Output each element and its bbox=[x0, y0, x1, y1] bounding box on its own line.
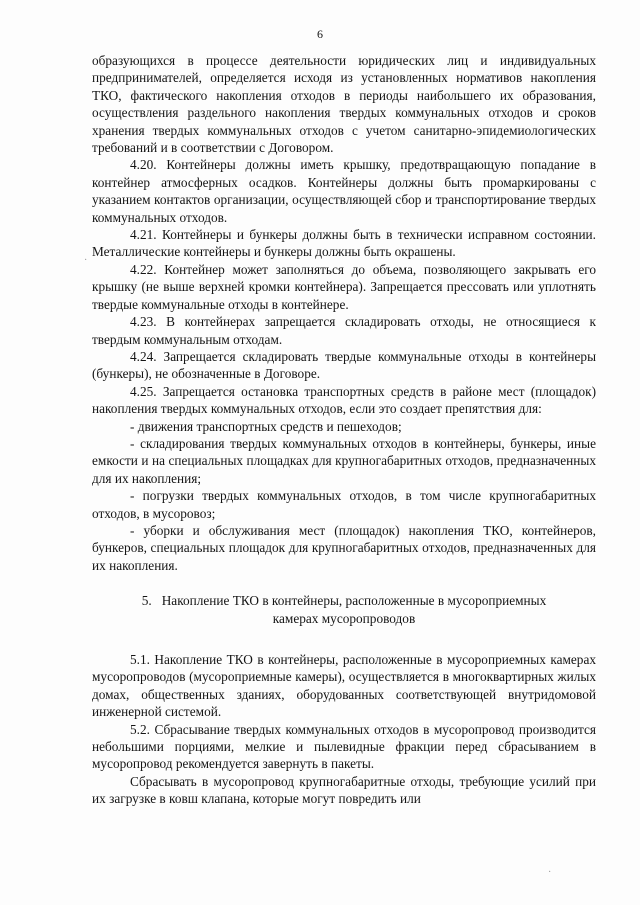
paragraph-4-24: 4.24. Запрещается складировать твердые коммунальные отходы в контейнеры (бункеры), не обозначенные в Договоре. bbox=[92, 348, 596, 382]
scan-speck: · bbox=[84, 255, 88, 266]
list-item-storage: - складирования твердых коммунальных отходов в контейнеры, бункеры, иные емкости и на специальных площадках для крупногабаритных отходов, предназначенных для их накопления; bbox=[92, 435, 596, 486]
paragraph-5-2: 5.2. Сбрасывание твердых коммунальных отходов в мусоропровод производится небольшими порциями, мелкие и пылевидные фракции перед сбрасыванием в мусоропровод рекомендуется завернуть в пакеты. bbox=[92, 721, 596, 772]
page-number: 6 bbox=[317, 27, 323, 41]
paragraph-4-20: 4.20. Контейнеры должны иметь крышку, предотвращающую попадание в контейнер атмосферных осадков. Контейнеры должны быть промаркированы с указанием контактов организации, осуществляющей сбор и транспортирование твердых коммунальных отходов. bbox=[92, 157, 596, 225]
list-item-maintenance: - уборки и обслуживания мест (площадок) накопления ТКО, контейнеров, бункеров, специальных площадок для крупногабаритных отходов, предназначенных для их накопления. bbox=[92, 522, 596, 573]
section-number: 5. bbox=[141, 593, 152, 609]
document-body bbox=[92, 52, 596, 808]
paragraph-4-21: 4.21. Контейнеры и бункеры должны быть в технически исправном состоянии. Металлические контейнеры и бункеры должны быть окрашены. bbox=[92, 227, 596, 260]
section-heading bbox=[92, 592, 596, 627]
section-title-line1: Накопление ТКО в контейнеры, расположенные в мусороприемных bbox=[161, 593, 547, 609]
list-item-traffic: - движения транспортных средств и пешеходов; bbox=[130, 418, 402, 434]
paragraph-5-2-continued: Сбрасывать в мусоропровод крупногабаритные отходы, требующие усилий при их загрузке в ковш клапана, которые могут повредить или bbox=[92, 773, 596, 807]
paragraph-4-23: 4.23. В контейнерах запрещается складировать отходы, не относящиеся к твердым коммунальным отходам. bbox=[92, 314, 596, 347]
paragraph-4-25: 4.25. Запрещается остановка транспортных средств в районе мест (площадок) накопления твердых коммунальных отходов, если это создает препятствия для: bbox=[92, 383, 596, 417]
section-title-line2: камерах мусоропроводов bbox=[272, 610, 416, 626]
paragraph-4-22: 4.22. Контейнер может заполняться до объема, позволяющего закрывать его крышку (не выше верхней кромки контейнера). Запрещается прессовать или уплотнять твердые коммунальные отходы в контейнере. bbox=[92, 261, 596, 312]
scan-speck: · bbox=[548, 867, 552, 878]
paragraph-continuation: образующихся в процессе деятельности юридических лиц и индивидуальных предпринимателей, определяется исходя из установленных нормативов накопления ТКО, фактического накопления отходов в периоды наибольшего их образования, осуществления раздельного накопления твердых коммунальных отходов и сроков хранения твердых коммунальных отходов с учетом санитарно-эпидемиологических требований и в соответствии с Договором. bbox=[92, 53, 596, 156]
paragraph-5-1: 5.1. Накопление ТКО в контейнеры, расположенные в мусороприемных камерах мусоропроводов (мусороприемные камеры), осуществляется в многоквартирных жилых домах, общественных зданиях, оборудованных соответствующей внутридомовой инженерной системой. bbox=[92, 652, 596, 720]
list-item-loading: - погрузки твердых коммунальных отходов, в том числе крупногабаритных отходов, в мусоровоз; bbox=[92, 488, 596, 521]
